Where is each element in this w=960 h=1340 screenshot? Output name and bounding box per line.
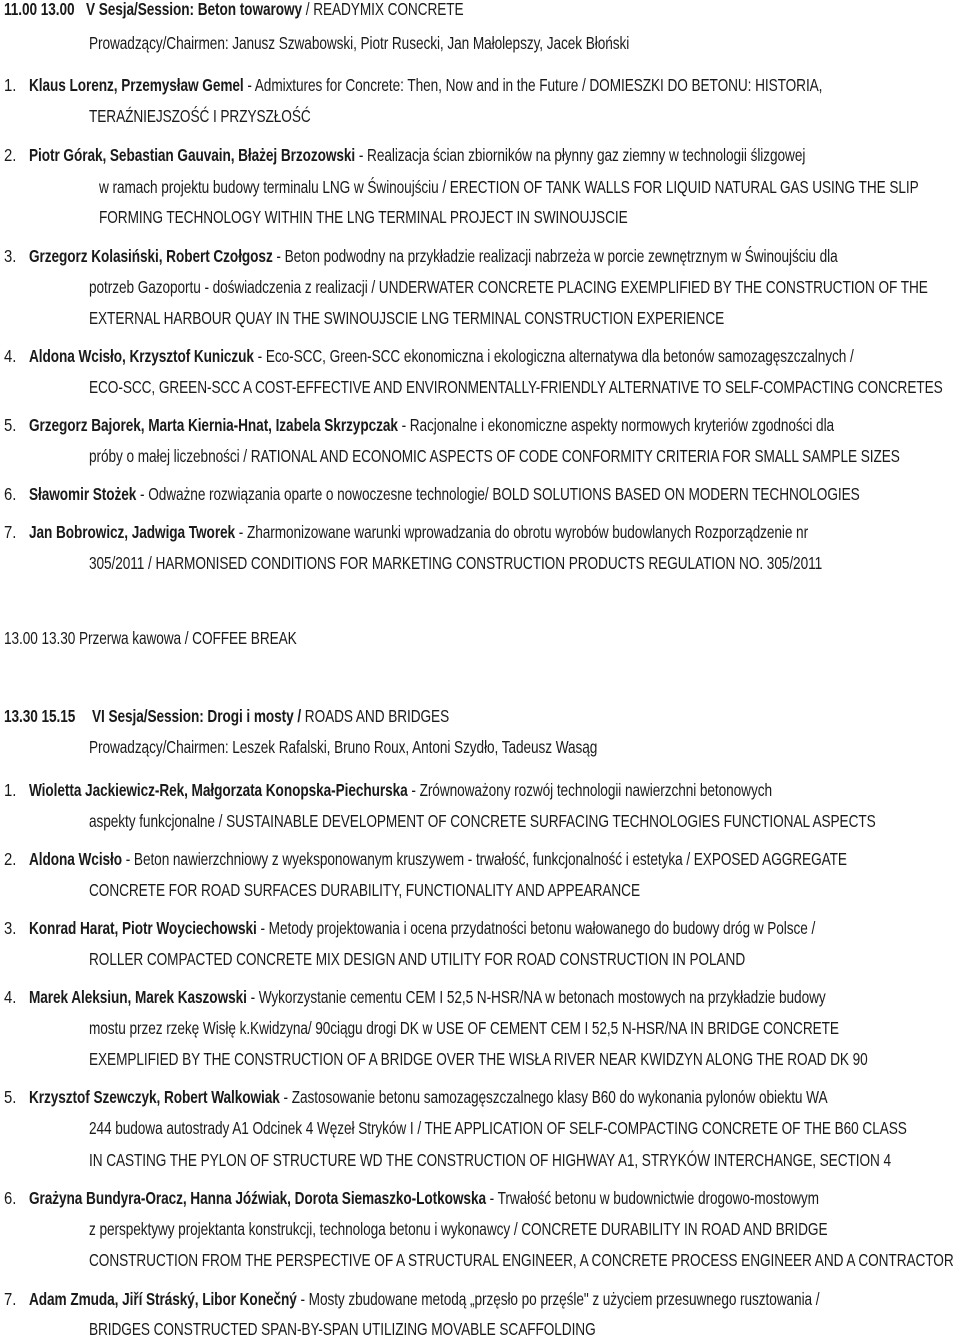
session-5-title-bold: V Sesja/Session: Beton towarowy bbox=[86, 0, 303, 19]
item-title: - Zastosowanie betonu samozagęszczalnego klasy B60 do wykonania pylonów obiektu WA bbox=[279, 1087, 828, 1107]
list-item bbox=[29, 414, 834, 436]
item-authors: Aldona Wcisło bbox=[29, 849, 123, 869]
list-item bbox=[29, 74, 822, 96]
item-authors: Grzegorz Bajorek, Marta Kiernia-Hnat, Izabela Skrzypczak bbox=[29, 415, 398, 435]
session-6-title bbox=[92, 705, 449, 727]
item-title-cont: 305/2011 / HARMONISED CONDITIONS FOR MARKETING CONSTRUCTION PRODUCTS REGULATION NO. 305/2011 bbox=[89, 553, 823, 573]
item-title-cont: ECO-SCC, GREEN-SCC A COST-EFFECTIVE AND ENVIRONMENTALLY-FRIENDLY ALTERNATIVE TO SELF-COMPACTING CONCRETES bbox=[89, 377, 943, 397]
item-title-cont: IN CASTING THE PYLON OF STRUCTURE WD THE CONSTRUCTION OF HIGHWAY A1, STRYKÓW INTERCHANGE, SECTION 4 bbox=[89, 1150, 892, 1170]
session-6-title-bold: VI Sesja/Session: Drogi i mosty / bbox=[92, 706, 302, 726]
item-title-cont: aspekty funkcjonalne / SUSTAINABLE DEVELOPMENT OF CONCRETE SURFACING TECHNOLOGIES FUNCTIONAL ASPECTS bbox=[89, 811, 876, 831]
list-item bbox=[29, 1288, 819, 1310]
item-title-cont: próby o małej liczebności / RATIONAL AND ECONOMIC ASPECTS OF CODE CONFORMITY CRITERIA FOR SMALL SAMPLE SIZES bbox=[89, 446, 900, 466]
item-number: 6. bbox=[4, 1188, 17, 1208]
session-5-title-rest: / READYMIX CONCRETE bbox=[302, 0, 464, 19]
item-authors: Adam Zmuda, Jiří Stráský, Libor Konečný bbox=[29, 1289, 297, 1309]
item-title: - Odważne rozwiązania oparte o nowoczesne technologie/ BOLD SOLUTIONS BASED ON MODERN TECHNOLOGIES bbox=[136, 484, 860, 504]
item-title: - Zrównoważony rozwój technologii nawierzchni betonowych bbox=[407, 780, 772, 800]
item-number: 1. bbox=[4, 75, 17, 95]
item-number: 2. bbox=[4, 145, 17, 165]
item-authors: Sławomir Stożek bbox=[29, 484, 137, 504]
item-authors: Konrad Harat, Piotr Woyciechowski bbox=[29, 918, 257, 938]
item-authors: Grażyna Bundyra-Oracz, Hanna Jóźwiak, Dorota Siemaszko-Lotkowska bbox=[29, 1188, 486, 1208]
item-title-cont: EXTERNAL HARBOUR QUAY IN THE SWINOUJSCIE LNG TERMINAL CONSTRUCTION EXPERIENCE bbox=[89, 308, 725, 328]
item-title-cont: BRIDGES CONSTRUCTED SPAN-BY-SPAN UTILIZING MOVABLE SCAFFOLDING bbox=[89, 1319, 596, 1339]
list-item bbox=[29, 1187, 819, 1209]
item-number: 2. bbox=[4, 849, 17, 869]
item-number: 1. bbox=[4, 780, 17, 800]
item-title: - Mosty zbudowane metodą „przęsło po przęśle" z użyciem przesuwnego rusztowania / bbox=[296, 1289, 820, 1309]
item-number: 3. bbox=[4, 246, 17, 266]
item-authors: Klaus Lorenz, Przemysław Gemel bbox=[29, 75, 244, 95]
session-5-title bbox=[86, 0, 464, 20]
item-authors: Wioletta Jackiewicz-Rek, Małgorzata Konopska-Piechurska bbox=[29, 780, 408, 800]
item-title: - Beton nawierzchniowy z wyeksponowanym kruszywem - trwałość, funkcjonalność i estetyka / EXPOSED AGGREGATE bbox=[122, 849, 847, 869]
item-title: - Racjonalne i ekonomiczne aspekty normowych kryteriów zgodności dla bbox=[397, 415, 835, 435]
list-item bbox=[29, 521, 808, 543]
item-number: 5. bbox=[4, 415, 17, 435]
item-title-cont: FORMING TECHNOLOGY WITHIN THE LNG TERMINAL PROJECT IN SWINOUJSCIE bbox=[99, 207, 628, 227]
session-6-time: 13.30 15.15 bbox=[4, 706, 76, 726]
item-title-cont: mostu przez rzekę Wisłę k.Kwidzyna/ 90ciągu drogi DK w USE OF CEMENT CEM I 52,5 N-HSR/NA IN BRIDGE CONCRETE bbox=[89, 1018, 839, 1038]
session-5-time: 11.00 13.00 bbox=[4, 0, 75, 19]
item-number: 5. bbox=[4, 1087, 17, 1107]
item-title-cont: TERAŹNIEJSZOŚĆ I PRZYSZŁOŚĆ bbox=[89, 106, 311, 126]
item-title: - Realizacja ścian zbiorników na płynny gaz ziemny w technologii ślizgowej bbox=[355, 145, 806, 165]
item-title: - Trwałość betonu w budownictwie drogowo-mostowym bbox=[485, 1188, 819, 1208]
item-title: - Wykorzystanie cementu CEM I 52,5 N-HSR/NA w betonach mostowych na przykładzie budowy bbox=[246, 987, 826, 1007]
item-number: 4. bbox=[4, 987, 17, 1007]
item-number: 7. bbox=[4, 1289, 17, 1309]
item-title: - Eco-SCC, Green-SCC ekonomiczna i ekologiczna alternatywa dla betonów samozagęszczalnych / bbox=[253, 346, 854, 366]
item-title-cont: 244 budowa autostrady A1 Odcinek 4 Węzeł Stryków I / THE APPLICATION OF SELF-COMPACTING CONCRETE OF THE B60 CLASS bbox=[89, 1118, 907, 1138]
item-title-cont: z perspektywy projektanta konstrukcji, technologa betonu i wykonawcy / CONCRETE DURABILITY IN ROAD AND BRIDGE bbox=[89, 1219, 828, 1239]
session-5-chairs: Prowadzący/Chairmen: Janusz Szwabowski, Piotr Rusecki, Jan Małolepszy, Jacek Błoński bbox=[89, 33, 630, 53]
item-title-cont: potrzeb Gazoportu - doświadczenia z realizacji / UNDERWATER CONCRETE PLACING EXEMPLIFIED BY THE CONSTRUCTION OF THE bbox=[89, 277, 928, 297]
list-item bbox=[29, 144, 805, 166]
item-number: 6. bbox=[4, 484, 17, 504]
item-title: - Admixtures for Concrete: Then, Now and in the Future / DOMIESZKI DO BETONU: HISTORIA, bbox=[243, 75, 823, 95]
item-authors: Jan Bobrowicz, Jadwiga Tworek bbox=[29, 522, 236, 542]
item-number: 4. bbox=[4, 346, 17, 366]
list-item bbox=[29, 779, 772, 801]
session-6-chairs: Prowadzący/Chairmen: Leszek Rafalski, Bruno Roux, Antoni Szydło, Tadeusz Wasąg bbox=[89, 737, 598, 757]
list-item bbox=[29, 345, 854, 367]
list-item bbox=[29, 848, 847, 870]
item-number: 3. bbox=[4, 918, 17, 938]
item-title-cont: CONCRETE FOR ROAD SURFACES DURABILITY, FUNCTIONALITY AND APPEARANCE bbox=[89, 880, 640, 900]
list-item bbox=[29, 917, 815, 939]
item-number: 7. bbox=[4, 522, 17, 542]
item-title-cont: CONSTRUCTION FROM THE PERSPECTIVE OF A STRUCTURAL ENGINEER, A CONCRETE PROCESS ENGINEER AND A CONTRACTOR bbox=[89, 1250, 954, 1270]
item-authors: Marek Aleksiun, Marek Kaszowski bbox=[29, 987, 247, 1007]
item-title-cont: w ramach projektu budowy terminalu LNG w Świnoujściu / ERECTION OF TANK WALLS FOR LIQUID NATURAL GAS USING THE SLIP bbox=[99, 177, 919, 197]
item-authors: Aldona Wcisło, Krzysztof Kuniczuk bbox=[29, 346, 254, 366]
item-title-cont: ROLLER COMPACTED CONCRETE MIX DESIGN AND UTILITY FOR ROAD CONSTRUCTION IN POLAND bbox=[89, 949, 746, 969]
list-item bbox=[29, 483, 860, 505]
item-title: - Beton podwodny na przykładzie realizacji nabrzeża w porcie zewnętrznym w Świnoujściu dla bbox=[272, 246, 838, 266]
item-authors: Piotr Górak, Sebastian Gauvain, Błażej Brzozowski bbox=[29, 145, 356, 165]
item-title: - Zharmonizowane warunki wprowadzania do obrotu wyrobów budowlanych Rozporządzenie nr bbox=[235, 522, 809, 542]
list-item bbox=[29, 245, 838, 267]
item-title-cont: EXEMPLIFIED BY THE CONSTRUCTION OF A BRIDGE OVER THE WISŁA RIVER NEAR KWIDZYN ALONG THE ROAD DK 90 bbox=[89, 1049, 868, 1069]
item-authors: Krzysztof Szewczyk, Robert Walkowiak bbox=[29, 1087, 280, 1107]
coffee-break: 13.00 13.30 Przerwa kawowa / COFFEE BREAK bbox=[4, 628, 297, 648]
list-item bbox=[29, 1086, 827, 1108]
item-authors: Grzegorz Kolasiński, Robert Czołgosz bbox=[29, 246, 273, 266]
session-6-title-rest: ROADS AND BRIDGES bbox=[301, 706, 450, 726]
list-item bbox=[29, 986, 826, 1008]
item-title: - Metody projektowania i ocena przydatności betonu wałowanego do budowy dróg w Polsce / bbox=[256, 918, 816, 938]
